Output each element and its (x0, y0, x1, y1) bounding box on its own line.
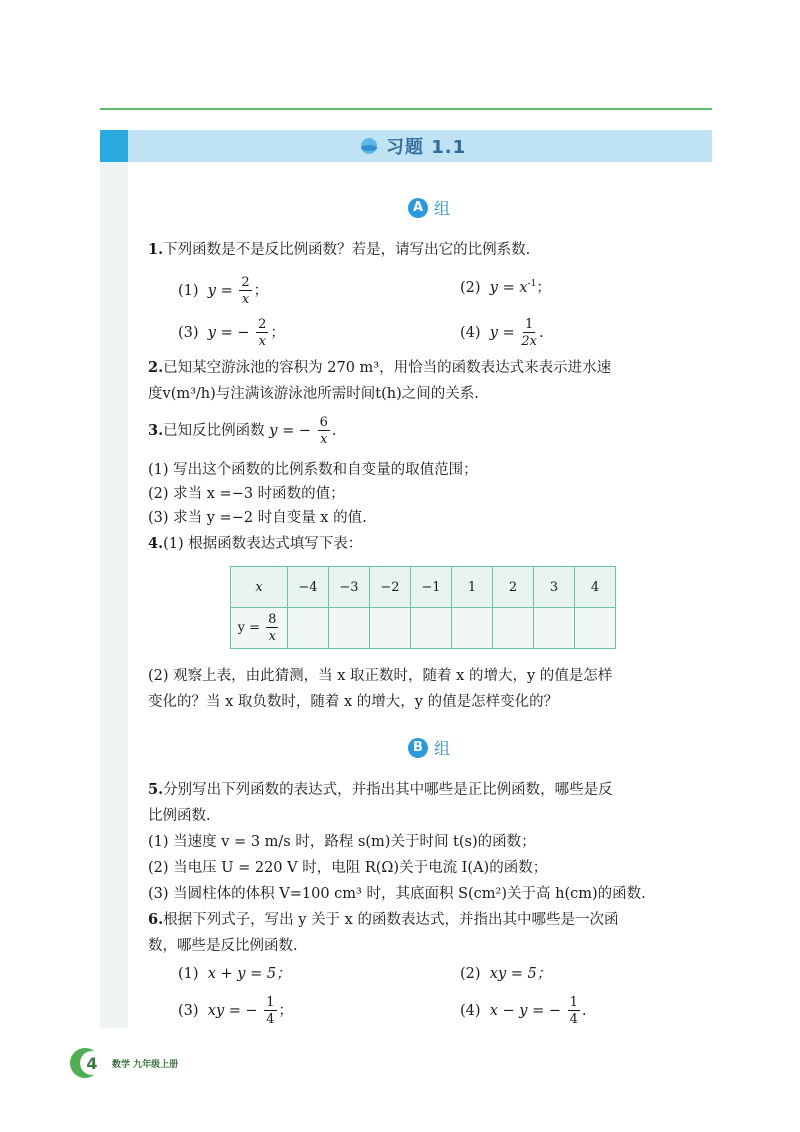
y-header-lhs: y = (237, 620, 260, 636)
fraction-numerator: 2 (258, 317, 267, 332)
q1-item3-eq: = − (220, 325, 250, 341)
q6-item2-expr: xy = 5； (489, 966, 552, 982)
book-title: 数学 九年级上册 (112, 1060, 179, 1070)
exercise-title-text: 习题 1.1 (386, 137, 467, 158)
fraction-numerator: 2 (241, 275, 250, 290)
q4-stem (148, 534, 362, 554)
group-b-heading (408, 736, 450, 759)
fraction-denominator: x (320, 432, 328, 447)
q1-item4-lhs: y (489, 325, 498, 341)
q1-item3-fraction (256, 318, 268, 348)
table-cell-y-blank (370, 608, 411, 649)
q3-eq: = − (282, 423, 311, 439)
q3-fraction (318, 416, 330, 446)
q6-item4 (460, 994, 587, 1028)
q6-line2: 数，哪些是反比例函数. (148, 938, 298, 954)
q4-number: 4. (148, 535, 164, 552)
table-header-y (231, 608, 288, 649)
top-rule (100, 108, 712, 110)
q3-lhs: y (269, 423, 278, 439)
q5-sub2: (2) 当电压 U = 220 V 时，电阻 R(Ω)关于电流 I(A)的函数； (148, 860, 548, 876)
table-header-x (231, 567, 288, 608)
q6-item3-tail: ； (278, 1003, 294, 1019)
q4-stem-text: (1) 根据函数表达式填写下表： (163, 536, 363, 552)
q3-sub2: (2) 求当 x =−3 时函数的值； (148, 486, 345, 502)
table-cell-y-blank (534, 608, 575, 649)
q2-line1 (148, 358, 611, 378)
q1-item2-tail: ； (536, 279, 551, 296)
table-cell-x: −2 (370, 567, 411, 608)
fraction-denominator: x (241, 292, 250, 307)
q5-sub3: (3) 当圆柱体的体积 V=100 cm³ 时，其底面积 S(cm²)关于高 h(cm)的函数. (148, 886, 646, 902)
q1-item4-tail: . (538, 325, 544, 341)
q1-item4-label: (4) (460, 325, 481, 341)
q5-line1 (148, 780, 613, 800)
q1-item4-fraction (521, 318, 537, 348)
q1-item2-base: x (519, 279, 528, 296)
fraction-numerator: 1 (266, 995, 275, 1010)
table-row-x (231, 567, 616, 608)
q1-text (148, 240, 530, 260)
x-header-label: x (255, 579, 263, 595)
q1-item1-eq: = (220, 283, 233, 299)
q6-item1 (178, 964, 291, 984)
table-cell-x: −4 (288, 567, 329, 608)
q6-item4-fraction (568, 996, 580, 1026)
group-b-badge: B (408, 738, 428, 758)
q3-number: 3. (148, 422, 164, 439)
q1-item1-label: (1) (178, 283, 199, 299)
q2-line1-text: 已知某空游泳池的容积为 270 m³，用恰当的函数表达式来表示进水速 (163, 360, 612, 376)
q6-item1-label: (1) (178, 966, 199, 982)
exercise-title (360, 133, 466, 159)
q6-line1-text: 根据下列式子，写出 y 关于 x 的函数表达式，并指出其中哪些是一次函 (163, 912, 619, 928)
q6-line1 (148, 910, 618, 930)
table-cell-x: 2 (493, 567, 534, 608)
q1-item1-fraction (239, 276, 251, 306)
q1-item1-lhs: y (207, 283, 216, 299)
q3-stem (148, 414, 336, 448)
q1-item4-eq: = (502, 325, 515, 341)
q6-number: 6. (148, 911, 164, 928)
q5-line1-text: 分别写出下列函数的表达式，并指出其中哪些是正比例函数，哪些是反 (163, 782, 613, 798)
q4-part2-line2: 变化的？当 x 取负数时，随着 x 的增大，y 的值是怎样变化的？ (148, 694, 559, 710)
q2-line2: 度v(m³/h)与注满该游泳池所需时间t(h)之间的关系. (148, 386, 479, 402)
q1-item2-label: (2) (460, 279, 481, 296)
q6-item3-lhs: xy = − (207, 1003, 258, 1019)
fraction-denominator: x (268, 629, 276, 644)
table-row-y (231, 608, 616, 649)
q1-stem: 下列函数是不是反比例函数？若是，请写出它的比例系数. (163, 242, 531, 258)
fraction-numerator: 1 (525, 317, 534, 332)
y-header-fraction (266, 613, 278, 643)
fraction-denominator: 4 (266, 1012, 275, 1027)
q5-number: 5. (148, 781, 164, 798)
value-table (230, 566, 616, 649)
side-margin-bar (100, 130, 128, 1028)
q3-sub1: (1) 写出这个函数的比例系数和自变量的取值范围； (148, 462, 478, 478)
table-cell-y-blank (411, 608, 452, 649)
globe-icon (360, 137, 378, 155)
table-cell-y-blank (575, 608, 616, 649)
q1-item2 (460, 274, 551, 298)
fraction-numerator: 6 (319, 415, 328, 430)
q1-item3 (178, 316, 285, 350)
q1-item2-exp: -1 (527, 279, 537, 289)
q1-item3-label: (3) (178, 325, 199, 341)
table-cell-x: −1 (411, 567, 452, 608)
q1-item4 (460, 316, 544, 350)
group-a-badge: A (408, 198, 428, 218)
q1-item2-lhs: y (489, 279, 498, 296)
group-a-label: 组 (434, 199, 451, 218)
q3-stem-text: 已知反比例函数 (163, 423, 265, 439)
q3-tail: . (331, 423, 337, 439)
q1-item3-lhs: y (207, 325, 216, 341)
fraction-numerator: 8 (268, 612, 277, 627)
q6-item4-label: (4) (460, 1003, 481, 1019)
fraction-denominator: 4 (569, 1012, 578, 1027)
q5-sub1: (1) 当速度 v = 3 m/s 时，路程 s(m)关于时间 t(s)的函数； (148, 834, 536, 850)
table-cell-x: 3 (534, 567, 575, 608)
table-cell-y-blank (452, 608, 493, 649)
fraction-denominator: 2x (521, 334, 537, 349)
q4-part2-line1: (2) 观察上表，由此猜测，当 x 取正数时，随着 x 的增大，y 的值是怎样 (148, 668, 613, 684)
banner-tab (100, 130, 128, 162)
q1-item3-tail: ； (270, 325, 285, 341)
q6-item3-label: (3) (178, 1003, 199, 1019)
q6-item2 (460, 964, 551, 984)
q6-item1-expr: x + y = 5； (207, 966, 291, 982)
q6-item2-label: (2) (460, 966, 481, 982)
q6-item4-lhs: x − y = − (489, 1003, 562, 1019)
fraction-denominator: x (258, 334, 266, 349)
q3-sub3: (3) 求当 y =−2 时自变量 x 的值. (148, 510, 367, 526)
q6-item3 (178, 994, 293, 1028)
table-cell-y-blank (493, 608, 534, 649)
q6-item3-fraction (264, 996, 276, 1026)
fraction-numerator: 1 (569, 995, 578, 1010)
table-cell-x: 1 (452, 567, 493, 608)
table-cell-x: −3 (329, 567, 370, 608)
q2-number: 2. (148, 359, 164, 376)
group-a-heading (408, 196, 450, 219)
q1-item1-tail: ； (253, 283, 269, 299)
group-b-label: 组 (434, 739, 451, 758)
q5-line2: 比例函数. (148, 808, 211, 824)
table-cell-y-blank (329, 608, 370, 649)
q6-item4-tail: . (581, 1003, 587, 1019)
table-cell-x: 4 (575, 567, 616, 608)
q1-number: 1. (148, 241, 164, 258)
q1-item1 (178, 274, 268, 308)
q1-item2-eq: = (502, 279, 515, 296)
page-number: 4 (80, 1051, 104, 1075)
table-cell-y-blank (288, 608, 329, 649)
